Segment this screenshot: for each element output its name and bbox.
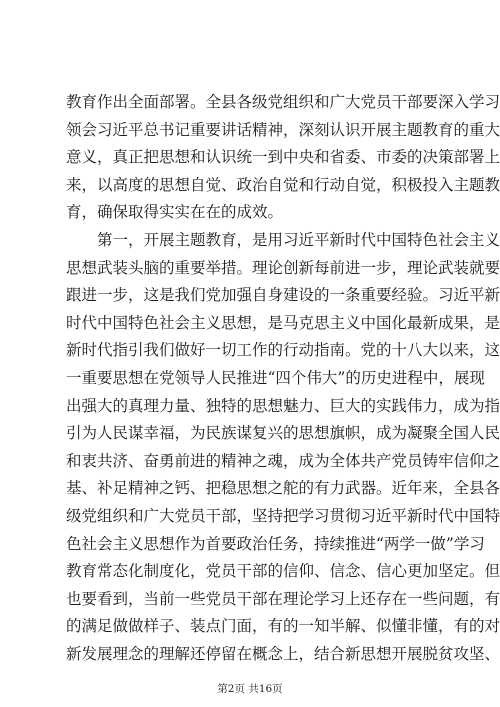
text-line: 色社会主义思想作为首要政治任务，持续推进“两学一做”学习 (66, 534, 485, 553)
text-line: 意义，真正把思想和认识统一到中央和省委、市委的决策部署上 (66, 148, 500, 167)
text-line: 领会习近平总书记重要讲话精神，深刻认识开展主题教育的重大 (66, 120, 500, 139)
text-line: 一重要思想在党领导人民推进“四个伟大”的历史进程中，展现 (66, 368, 485, 387)
text-line: 和衷共济、奋勇前进的精神之魂，成为全体共产党员铸牢信仰之 (66, 451, 500, 470)
text-line: 的满足做做样子、装点门面，有的一知半解、似懂非懂，有的对 (66, 617, 500, 636)
text-line: 跟进一步，这是我们党加强自身建设的一条重要经验。习近平新 (66, 286, 500, 305)
text-line: 级党组织和广大党员干部，坚持把学习贯彻习近平新时代中国特 (66, 506, 500, 525)
text-line: 新发展理念的理解还停留在概念上，结合新思想开展脱贫攻坚、 (66, 644, 500, 663)
text-line: 育，确保取得实实在在的成效。 (66, 203, 284, 222)
text-line: 引为人民谋幸福，为民族谋复兴的思想旗帜，成为凝聚全国人民 (66, 424, 500, 443)
text-line: 教育常态化制度化，党员干部的信仰、信念、信心更加坚定。但 (66, 562, 500, 581)
page-footer: 第2页 共16页 (217, 683, 283, 695)
paragraph (66, 89, 500, 227)
text-line: 教育作出全面部署。全县各级党组织和广大党员干部要深入学习 (66, 93, 500, 111)
document-body (66, 89, 500, 668)
text-line: 出强大的真理力量、独特的思想魅力、巨大的实践伟力，成为指 (66, 396, 500, 415)
text-line: 时代中国特色社会主义思想，是马克思主义中国化最新成果，是 (66, 313, 500, 332)
text-line: 来，以高度的思想自觉、政治自觉和行动自觉，积极投入主题教 (66, 175, 500, 194)
text-line: 也要看到，当前一些党员干部在理论学习上还存在一些问题，有 (66, 589, 500, 608)
text-line: 第一，开展主题教育，是用习近平新时代中国特色社会主义 (66, 230, 500, 249)
paragraph (66, 227, 500, 669)
text-line: 基、补足精神之钙、把稳思想之舵的有力武器。近年来，全县各 (66, 479, 500, 498)
text-line: 思想武装头脑的重要举措。理论创新每前进一步，理论武装就要 (66, 258, 500, 277)
text-line: 新时代指引我们做好一切工作的行动指南。党的十八大以来，这 (66, 341, 500, 360)
